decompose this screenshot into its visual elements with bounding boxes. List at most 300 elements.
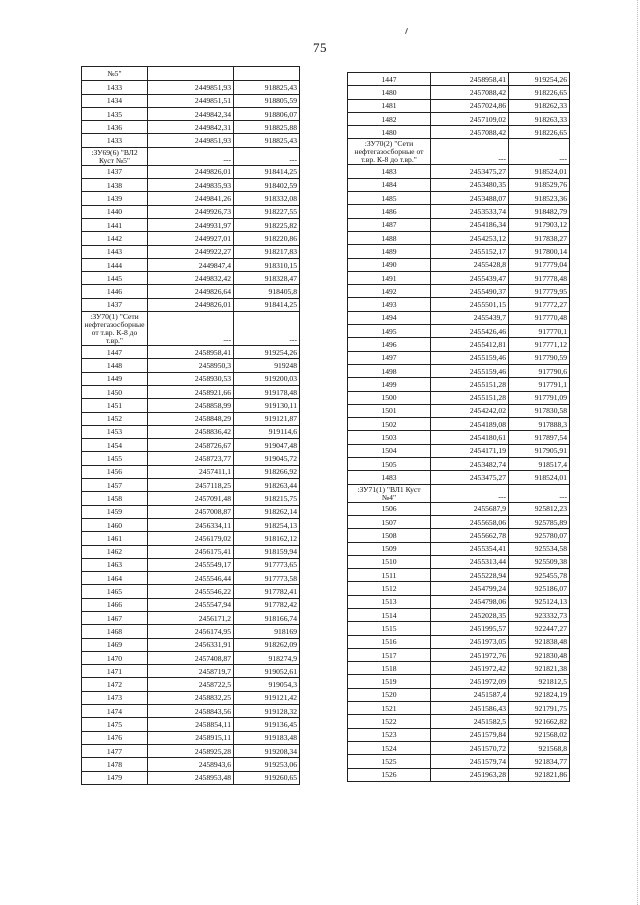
table-row xyxy=(82,399,300,412)
point-number: 1491 xyxy=(348,271,431,284)
table-row xyxy=(82,505,300,518)
table-row xyxy=(348,471,570,484)
table-row xyxy=(348,688,570,701)
y-coordinate: 919045,72 xyxy=(234,452,300,465)
x-coordinate: 2455439,47 xyxy=(431,271,509,284)
table-row xyxy=(348,728,570,741)
point-number: 1462 xyxy=(82,545,148,558)
point-number: 1514 xyxy=(348,608,431,621)
x-coordinate: 2451586,43 xyxy=(431,702,509,715)
y-coordinate: 925780,07 xyxy=(509,529,570,542)
table-row xyxy=(82,134,300,147)
point-number: 1515 xyxy=(348,622,431,635)
point-number: 1447 xyxy=(82,346,148,359)
y-coordinate: 918227,55 xyxy=(234,205,300,218)
table-row xyxy=(348,351,570,364)
x-coordinate: 2454242,02 xyxy=(431,404,509,417)
section-label-row xyxy=(82,67,300,81)
table-row xyxy=(82,121,300,134)
y-coordinate: --- xyxy=(509,484,570,502)
point-number: 1439 xyxy=(82,192,148,205)
x-coordinate: 2454189,08 xyxy=(431,418,509,431)
point-number: 1477 xyxy=(82,744,148,757)
x-coordinate: 2454180,61 xyxy=(431,431,509,444)
point-number: 1464 xyxy=(82,572,148,585)
x-coordinate: 2455501,15 xyxy=(431,298,509,311)
point-number: 1447 xyxy=(348,73,431,86)
x-coordinate: --- xyxy=(431,139,509,165)
x-coordinate: 2455547,94 xyxy=(148,598,234,611)
point-number: 1470 xyxy=(82,651,148,664)
table-row xyxy=(348,325,570,338)
table-row xyxy=(82,81,300,94)
x-coordinate: 2458843,56 xyxy=(148,705,234,718)
y-coordinate: 917791,1 xyxy=(509,378,570,391)
x-coordinate: 2458921,66 xyxy=(148,385,234,398)
table-row xyxy=(348,338,570,351)
section-label: :ЗУ70(2) "Сети нефтегазосборные от т.вр. К-8 до т.вр." xyxy=(348,139,431,165)
table-row xyxy=(82,107,300,120)
table-row xyxy=(348,112,570,125)
x-coordinate: 2455428,8 xyxy=(431,258,509,271)
y-coordinate: 919248 xyxy=(234,359,300,372)
y-coordinate: 917773,65 xyxy=(234,558,300,571)
x-coordinate: 2455313,44 xyxy=(431,555,509,568)
x-coordinate: 2449842,34 xyxy=(148,107,234,120)
table-row xyxy=(82,518,300,531)
point-number: 1508 xyxy=(348,529,431,542)
x-coordinate: 2455546,44 xyxy=(148,572,234,585)
y-coordinate: 918328,47 xyxy=(234,272,300,285)
x-coordinate: 2457411,1 xyxy=(148,465,234,478)
point-number: 1440 xyxy=(82,205,148,218)
y-coordinate: 919121,42 xyxy=(234,691,300,704)
x-coordinate: 2455687,9 xyxy=(431,502,509,515)
y-coordinate: 921830,48 xyxy=(509,648,570,661)
x-coordinate: 2456331,91 xyxy=(148,638,234,651)
y-coordinate: 921568,8 xyxy=(509,741,570,754)
table-row xyxy=(348,582,570,595)
table-row xyxy=(82,272,300,285)
table-row xyxy=(82,651,300,664)
y-coordinate: 925455,78 xyxy=(509,569,570,582)
point-number: 1443 xyxy=(82,245,148,258)
point-number: 1466 xyxy=(82,598,148,611)
y-coordinate: 918226,65 xyxy=(509,86,570,99)
y-coordinate: 922447,27 xyxy=(509,622,570,635)
coordinates-table-left xyxy=(81,66,300,785)
y-coordinate: 917770,1 xyxy=(509,325,570,338)
y-coordinate: 917779,95 xyxy=(509,285,570,298)
point-number: 1493 xyxy=(348,298,431,311)
point-number: 1442 xyxy=(82,232,148,245)
y-coordinate: 918262,14 xyxy=(234,505,300,518)
table-row xyxy=(348,126,570,139)
y-coordinate: 919183,48 xyxy=(234,731,300,744)
point-number: 1526 xyxy=(348,768,431,781)
point-number: 1513 xyxy=(348,595,431,608)
point-number: 1487 xyxy=(348,218,431,231)
table-row xyxy=(348,595,570,608)
x-coordinate: 2455152,17 xyxy=(431,245,509,258)
x-coordinate: 2458930,53 xyxy=(148,372,234,385)
table-row xyxy=(348,515,570,528)
x-coordinate: 2449926,73 xyxy=(148,205,234,218)
y-coordinate: 918217,83 xyxy=(234,245,300,258)
x-coordinate: 2454799,24 xyxy=(431,582,509,595)
point-number: 1504 xyxy=(348,444,431,457)
x-coordinate: 2455658,06 xyxy=(431,515,509,528)
y-coordinate: 921791,75 xyxy=(509,702,570,715)
point-number: 1473 xyxy=(82,691,148,704)
point-number: 1517 xyxy=(348,648,431,661)
x-coordinate: 2458925,28 xyxy=(148,744,234,757)
table-row xyxy=(82,598,300,611)
x-coordinate: 2451973,05 xyxy=(431,635,509,648)
table-row xyxy=(82,94,300,107)
point-number: 1488 xyxy=(348,231,431,244)
y-coordinate: 925509,38 xyxy=(509,555,570,568)
y-coordinate: 921821,86 xyxy=(509,768,570,781)
y-coordinate: 919047,48 xyxy=(234,439,300,452)
x-coordinate: 2458950,3 xyxy=(148,359,234,372)
coordinates-table-right xyxy=(347,72,570,782)
y-coordinate: 918529,76 xyxy=(509,178,570,191)
y-coordinate: 918254,13 xyxy=(234,518,300,531)
x-coordinate: 2451579,74 xyxy=(431,755,509,768)
table-row xyxy=(82,638,300,651)
y-coordinate: 919254,26 xyxy=(509,73,570,86)
x-coordinate: --- xyxy=(148,147,234,165)
y-coordinate: 918262,33 xyxy=(509,99,570,112)
point-number: 1453 xyxy=(82,425,148,438)
y-coordinate xyxy=(234,67,300,81)
table-row xyxy=(348,99,570,112)
y-coordinate: 918825,43 xyxy=(234,134,300,147)
point-number: 1437 xyxy=(82,298,148,311)
x-coordinate: 2457008,87 xyxy=(148,505,234,518)
point-number: 1516 xyxy=(348,635,431,648)
y-coordinate: 917779,04 xyxy=(509,258,570,271)
x-coordinate: 2457109,02 xyxy=(431,112,509,125)
table-row xyxy=(348,364,570,377)
point-number: 1500 xyxy=(348,391,431,404)
point-number: 1480 xyxy=(348,126,431,139)
y-coordinate: 919130,11 xyxy=(234,399,300,412)
table-row xyxy=(82,412,300,425)
point-number: 1444 xyxy=(82,258,148,271)
table-row xyxy=(82,232,300,245)
x-coordinate: 2457118,25 xyxy=(148,479,234,492)
table-row xyxy=(348,755,570,768)
table-row xyxy=(348,458,570,471)
table-row xyxy=(348,702,570,715)
y-coordinate: 917838,27 xyxy=(509,231,570,244)
y-coordinate: 917790,6 xyxy=(509,364,570,377)
point-number: 1484 xyxy=(348,178,431,191)
x-coordinate: 2458726,67 xyxy=(148,439,234,452)
table-row xyxy=(82,744,300,757)
y-coordinate: 919260,65 xyxy=(234,771,300,784)
x-coordinate: 2452028,35 xyxy=(431,608,509,621)
x-coordinate: 2458719,7 xyxy=(148,665,234,678)
table-row xyxy=(82,346,300,359)
y-coordinate: 918825,88 xyxy=(234,121,300,134)
point-number: 1495 xyxy=(348,325,431,338)
table-row xyxy=(348,431,570,444)
y-coordinate: 925812,23 xyxy=(509,502,570,515)
table-row xyxy=(82,425,300,438)
table-row xyxy=(348,192,570,205)
x-coordinate: 2449922,27 xyxy=(148,245,234,258)
y-coordinate: 918414,25 xyxy=(234,298,300,311)
x-coordinate: 2458848,29 xyxy=(148,412,234,425)
table-row xyxy=(82,452,300,465)
section-label-row xyxy=(82,147,300,165)
scan-mark xyxy=(405,28,408,34)
point-number: 1483 xyxy=(348,165,431,178)
x-coordinate: 2455354,41 xyxy=(431,542,509,555)
table-row xyxy=(348,555,570,568)
y-coordinate: 917778,48 xyxy=(509,271,570,284)
table-row xyxy=(82,611,300,624)
y-coordinate: 918524,01 xyxy=(509,165,570,178)
point-number: 1434 xyxy=(82,94,148,107)
x-coordinate: 2449842,31 xyxy=(148,121,234,134)
y-coordinate: 918169 xyxy=(234,625,300,638)
table-row xyxy=(82,479,300,492)
table-row xyxy=(82,758,300,771)
x-coordinate: 2457024,86 xyxy=(431,99,509,112)
table-row xyxy=(348,635,570,648)
y-coordinate: 919052,61 xyxy=(234,665,300,678)
x-coordinate: 2451972,09 xyxy=(431,675,509,688)
x-coordinate: 2451587,4 xyxy=(431,688,509,701)
table-row xyxy=(348,418,570,431)
point-number: 1503 xyxy=(348,431,431,444)
table-row xyxy=(348,569,570,582)
point-number: 1471 xyxy=(82,665,148,678)
y-coordinate: 918220,86 xyxy=(234,232,300,245)
point-number: 1502 xyxy=(348,418,431,431)
table-row xyxy=(348,165,570,178)
point-number: 1510 xyxy=(348,555,431,568)
x-coordinate: 2449832,42 xyxy=(148,272,234,285)
point-number: 1459 xyxy=(82,505,148,518)
x-coordinate: 2455662,78 xyxy=(431,529,509,542)
point-number: 1441 xyxy=(82,218,148,231)
point-number: 1512 xyxy=(348,582,431,595)
x-coordinate: 2451995,57 xyxy=(431,622,509,635)
x-coordinate: 2451963,28 xyxy=(431,768,509,781)
table-row xyxy=(348,741,570,754)
point-number: 1461 xyxy=(82,532,148,545)
table-body-left xyxy=(82,67,300,785)
x-coordinate: 2449835,93 xyxy=(148,179,234,192)
table-row xyxy=(348,245,570,258)
point-number: 1433 xyxy=(82,81,148,94)
y-coordinate: 917903,12 xyxy=(509,218,570,231)
table-row xyxy=(348,675,570,688)
point-number: 1496 xyxy=(348,338,431,351)
y-coordinate: 918225,82 xyxy=(234,218,300,231)
x-coordinate: 2458958,41 xyxy=(431,73,509,86)
table-row xyxy=(82,258,300,271)
table-row xyxy=(82,691,300,704)
y-coordinate: 918332,08 xyxy=(234,192,300,205)
table-row xyxy=(348,608,570,621)
y-coordinate: 921821,38 xyxy=(509,662,570,675)
table-row xyxy=(348,768,570,781)
x-coordinate: 2453475,27 xyxy=(431,165,509,178)
point-number: 1522 xyxy=(348,715,431,728)
point-number: 1492 xyxy=(348,285,431,298)
x-coordinate: 2451972,42 xyxy=(431,662,509,675)
point-number: 1482 xyxy=(348,112,431,125)
point-number: 1520 xyxy=(348,688,431,701)
table-row xyxy=(82,665,300,678)
x-coordinate: 2453475,27 xyxy=(431,471,509,484)
point-number: 1519 xyxy=(348,675,431,688)
x-coordinate: 2457091,48 xyxy=(148,492,234,505)
point-number: 1452 xyxy=(82,412,148,425)
table-row xyxy=(82,731,300,744)
page-number: 75 xyxy=(313,40,327,55)
table-row xyxy=(82,705,300,718)
point-number: 1449 xyxy=(82,372,148,385)
table-row xyxy=(348,391,570,404)
x-coordinate: 2449927,01 xyxy=(148,232,234,245)
x-coordinate: 2453482,74 xyxy=(431,458,509,471)
table-row xyxy=(82,218,300,231)
y-coordinate: 918402,59 xyxy=(234,179,300,192)
table-row xyxy=(348,258,570,271)
x-coordinate: --- xyxy=(148,312,234,346)
y-coordinate: 918263,44 xyxy=(234,479,300,492)
table-row xyxy=(348,298,570,311)
y-coordinate: 917782,41 xyxy=(234,585,300,598)
x-coordinate: 2453480,35 xyxy=(431,178,509,191)
point-number: 1436 xyxy=(82,121,148,134)
section-label: №5" xyxy=(82,67,148,81)
table-row xyxy=(82,465,300,478)
table-row xyxy=(82,192,300,205)
table-row xyxy=(348,529,570,542)
y-coordinate: 918405,8 xyxy=(234,285,300,298)
point-number: 1507 xyxy=(348,515,431,528)
x-coordinate: 2449826,64 xyxy=(148,285,234,298)
point-number: 1509 xyxy=(348,542,431,555)
y-coordinate: 921662,82 xyxy=(509,715,570,728)
table-row xyxy=(82,545,300,558)
y-coordinate: 919128,32 xyxy=(234,705,300,718)
x-coordinate: 2455412,81 xyxy=(431,338,509,351)
y-coordinate: 925534,58 xyxy=(509,542,570,555)
point-number: 1458 xyxy=(82,492,148,505)
table-row xyxy=(348,285,570,298)
x-coordinate: 2455439,7 xyxy=(431,311,509,324)
y-coordinate: 918825,43 xyxy=(234,81,300,94)
x-coordinate: 2453488,07 xyxy=(431,192,509,205)
point-number: 1490 xyxy=(348,258,431,271)
y-coordinate: 919114,6 xyxy=(234,425,300,438)
y-coordinate: 919054,3 xyxy=(234,678,300,691)
point-number: 1472 xyxy=(82,678,148,691)
x-coordinate: 2451570,72 xyxy=(431,741,509,754)
table-row xyxy=(348,444,570,457)
y-coordinate: 918274,9 xyxy=(234,651,300,664)
table-row xyxy=(348,218,570,231)
section-label-row xyxy=(82,312,300,346)
table-row xyxy=(82,165,300,178)
table-row xyxy=(82,771,300,784)
y-coordinate: 918266,92 xyxy=(234,465,300,478)
table-row xyxy=(348,404,570,417)
point-number: 1506 xyxy=(348,502,431,515)
table-row xyxy=(82,359,300,372)
x-coordinate: 2451972,76 xyxy=(431,648,509,661)
point-number: 1465 xyxy=(82,585,148,598)
table-row xyxy=(82,572,300,585)
point-number: 1478 xyxy=(82,758,148,771)
x-coordinate: 2457408,87 xyxy=(148,651,234,664)
x-coordinate: --- xyxy=(431,484,509,502)
y-coordinate: 917790,59 xyxy=(509,351,570,364)
table-row xyxy=(82,718,300,731)
y-coordinate: 918482,79 xyxy=(509,205,570,218)
table-row xyxy=(348,205,570,218)
x-coordinate: 2455546,22 xyxy=(148,585,234,598)
point-number: 1456 xyxy=(82,465,148,478)
point-number: 1455 xyxy=(82,452,148,465)
table-row xyxy=(82,492,300,505)
point-number: 1525 xyxy=(348,755,431,768)
y-coordinate: 917773,58 xyxy=(234,572,300,585)
x-coordinate: 2455151,28 xyxy=(431,378,509,391)
point-number: 1448 xyxy=(82,359,148,372)
y-coordinate: 918166,74 xyxy=(234,611,300,624)
x-coordinate: 2449847,4 xyxy=(148,258,234,271)
x-coordinate: 2454798,06 xyxy=(431,595,509,608)
section-label: :ЗУ71(1) "ВЛ1 Куст №4" xyxy=(348,484,431,502)
y-coordinate: 918226,65 xyxy=(509,126,570,139)
x-coordinate: 2457088,42 xyxy=(431,126,509,139)
y-coordinate: 921568,02 xyxy=(509,728,570,741)
y-coordinate: 919136,45 xyxy=(234,718,300,731)
y-coordinate: 917800,14 xyxy=(509,245,570,258)
y-coordinate: 918162,12 xyxy=(234,532,300,545)
point-number: 1467 xyxy=(82,611,148,624)
x-coordinate: 2458722,5 xyxy=(148,678,234,691)
y-coordinate: 918215,75 xyxy=(234,492,300,505)
x-coordinate: 2457088,42 xyxy=(431,86,509,99)
x-coordinate: 2449851,51 xyxy=(148,94,234,107)
x-coordinate: 2449826,01 xyxy=(148,165,234,178)
point-number: 1481 xyxy=(348,99,431,112)
x-coordinate: 2453533,74 xyxy=(431,205,509,218)
x-coordinate: 2458723,77 xyxy=(148,452,234,465)
x-coordinate: 2455151,28 xyxy=(431,391,509,404)
y-coordinate: 921812,5 xyxy=(509,675,570,688)
y-coordinate: 923332,73 xyxy=(509,608,570,621)
point-number: 1505 xyxy=(348,458,431,471)
x-coordinate: 2449826,01 xyxy=(148,298,234,311)
point-number: 1524 xyxy=(348,741,431,754)
table-row xyxy=(348,311,570,324)
x-coordinate: 2455159,46 xyxy=(431,351,509,364)
point-number: 1433 xyxy=(82,134,148,147)
y-coordinate: 925186,07 xyxy=(509,582,570,595)
